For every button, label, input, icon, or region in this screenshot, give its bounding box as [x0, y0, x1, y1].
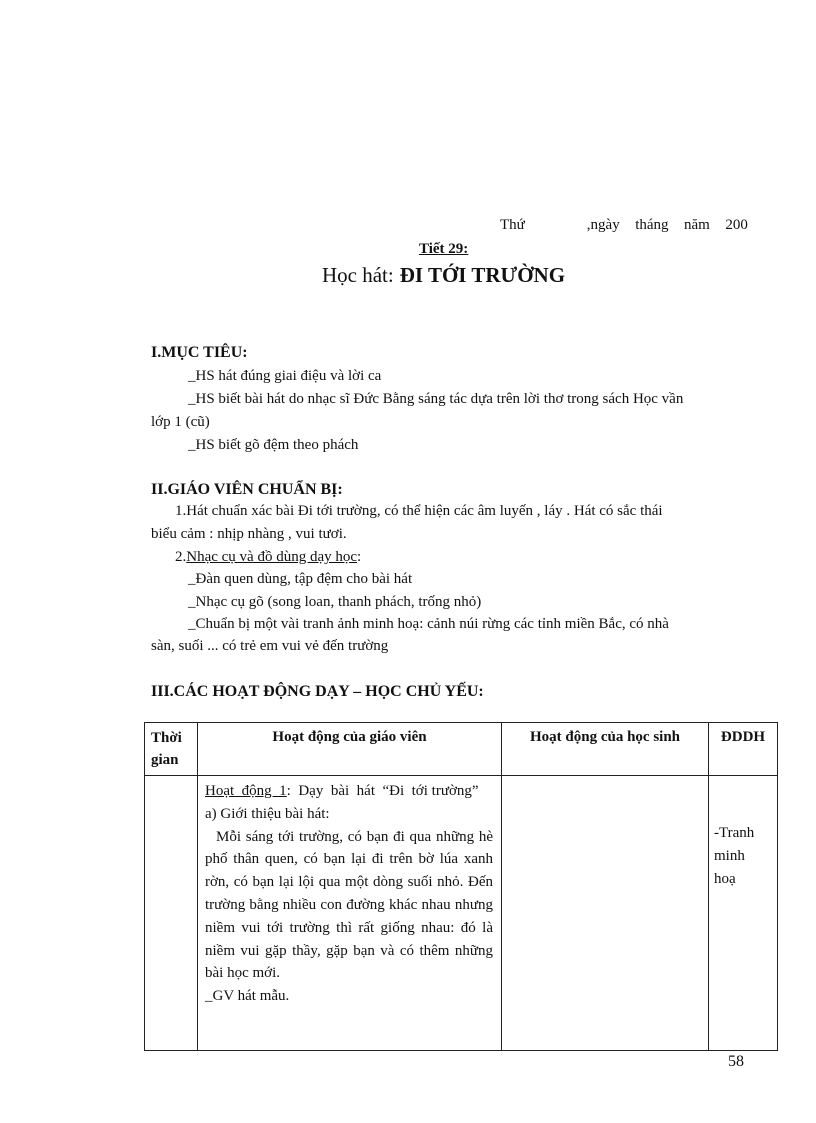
preparation-item-2-num: 2.: [175, 549, 187, 565]
preparation-item-1-cont: biểu cảm : nhịp nhàng , vui tươi.: [151, 526, 347, 542]
lesson-number: Tiết 29:: [419, 241, 469, 257]
objective-1: _HS hát đúng giai điệu và lời ca: [188, 368, 382, 384]
cell-time: [145, 776, 198, 1051]
intro-paragraph: Mỗi sáng tới trường, có bạn đi qua những hè phố thân quen, có bạn lại đi trên bờ lúa xanh rờn, có bạn lại lội qua một dòng suối nhỏ. Đến trường bằng nhiều con đường khác nhau nhưng niềm vui tới trường thì rất giống nhau: đó là niềm vui gặp thầy, gặp bạn và có thêm những bài học mới.: [205, 828, 493, 982]
table-header-row: [145, 723, 778, 776]
header-time-line-1: Thời: [151, 730, 182, 746]
preparation-item-2-label: Nhạc cụ và đồ dùng dạy học: [186, 549, 358, 565]
preparation-item-1: 1.Hát chuẩn xác bài Đi tới trường, có thể hiện các âm luyến , láy . Hát có sắc thái: [175, 503, 663, 519]
preparation-sub-3: _Chuẩn bị một vài tranh ảnh minh hoạ: cảnh núi rừng các tỉnh miền Bắc, có nhà: [188, 616, 669, 632]
cell-teacher: [198, 776, 502, 1051]
teacher-demo: _GV hát mẫu.: [205, 988, 290, 1005]
activities-heading: III.CÁC HOẠT ĐỘNG DẠY – HỌC CHỦ YẾU:: [151, 683, 484, 700]
objective-3: _HS biết gõ đệm theo phách: [188, 437, 359, 453]
cell-student: [502, 776, 709, 1051]
intro-subheading: a) Giới thiệu bài hát:: [205, 805, 330, 822]
activity-1-line: [205, 780, 493, 803]
objective-2: _HS biết bài hát do nhạc sĩ Đức Bằng sáng tác dựa trên lời thơ trong sách Học vần: [188, 391, 684, 407]
preparation-heading: II.GIÁO VIÊN CHUẨN BỊ:: [151, 481, 343, 498]
header-student: Hoạt động của học sinh: [502, 723, 709, 776]
title-prefix: Học hát:: [322, 263, 394, 287]
header-materials: ĐDDH: [709, 723, 778, 776]
page-title: [322, 263, 565, 288]
objectives-heading: I.MỤC TIÊU:: [151, 344, 248, 361]
cell-materials: [709, 776, 778, 1051]
activity-1-label: Hoạt động 1: [205, 783, 287, 799]
table-row: [145, 776, 778, 1051]
objective-2-cont: lớp 1 (cũ): [151, 414, 210, 430]
header-teacher: Hoạt động của giáo viên: [198, 723, 502, 776]
page-number: 58: [728, 1053, 744, 1070]
preparation-sub-2: _Nhạc cụ gõ (song loan, thanh phách, trống nhỏ): [188, 594, 482, 610]
preparation-sub-1: _Đàn quen dùng, tập đệm cho bài hát: [188, 571, 413, 587]
song-title: ĐI TỚI TRƯỜNG: [399, 263, 566, 287]
date-line: Thứ ,ngày tháng năm 200: [500, 217, 748, 233]
materials-line-1: -Tranh: [714, 825, 755, 841]
header-time: [145, 723, 198, 776]
preparation-item-2-colon: :: [357, 549, 362, 565]
materials-line-2: minh: [714, 848, 745, 864]
header-time-line-2: gian: [151, 752, 179, 768]
preparation-item-2: [175, 549, 361, 566]
activity-1-text: : Dạy bài hát “Đi tới trường”: [286, 783, 479, 799]
materials-line-3: hoạ: [714, 871, 736, 887]
preparation-sub-3-cont: sàn, suối ... có trẻ em vui vẻ đến trường: [151, 638, 389, 654]
activities-table: [144, 722, 778, 1051]
